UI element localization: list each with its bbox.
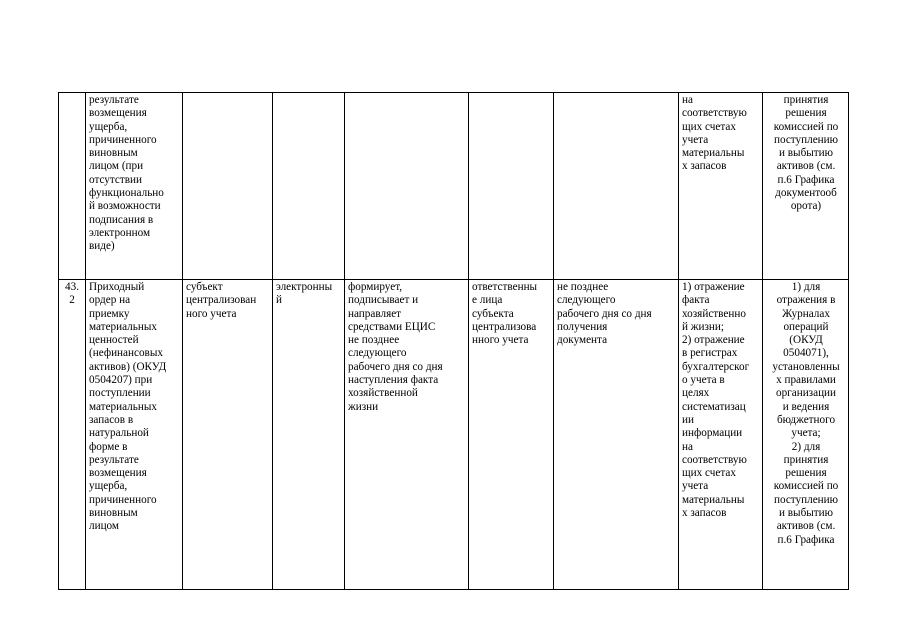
document-flow-table — [58, 92, 849, 590]
responsible-cell: ответственны е лица субъекта централизова нного учета — [469, 280, 554, 590]
basis-cell: принятия решения комиссией по поступлению и выбытию активов (см. п.6 Графика документооб орота) — [763, 93, 849, 280]
usage-cell: 1) отражение факта хозяйственно й жизни; 2) отражение в регистрах бухгалтерског о учета в целях систематизац ии информации на соответствую щих счетах учета материальны х запасов — [679, 280, 763, 590]
creator-cell — [183, 93, 273, 280]
table-row — [59, 280, 849, 590]
document-name-cell: Приходный ордер на приемку материальных ценностей (нефинансовых активов) (ОКУД 0504207) при поступлении материальных запасов в натуральной форме в результате возмещения ущерба, причиненного виновным лицом — [86, 280, 183, 590]
responsible-cell — [469, 93, 554, 280]
form-cell: электронны й — [273, 280, 345, 590]
deadline-cell — [554, 93, 679, 280]
row-number-cell: 43. 2 — [59, 280, 86, 590]
table-row — [59, 93, 849, 280]
creator-cell: субъект централизован ного учета — [183, 280, 273, 590]
form-cell — [273, 93, 345, 280]
basis-cell: 1) для отражения в Журналах операций (ОКУД 0504071), установленны х правилами организации и ведения бюджетного учета; 2) для принятия решения комиссией по поступлению и выбытию активов (см. п.6 Графика — [763, 280, 849, 590]
row-number-cell — [59, 93, 86, 280]
action-cell: формирует, подписывает и направляет средствами ЕЦИС не позднее следующего рабочего дня со дня наступления факта хозяйственной жизни — [345, 280, 469, 590]
usage-cell: на соответствую щих счетах учета материальны х запасов — [679, 93, 763, 280]
document-name-cell: результате возмещения ущерба, причиненного виновным лицом (при отсутствии функционально й возможности подписания в электронном виде) — [86, 93, 183, 280]
deadline-cell: не позднее следующего рабочего дня со дня получения документа — [554, 280, 679, 590]
action-cell — [345, 93, 469, 280]
